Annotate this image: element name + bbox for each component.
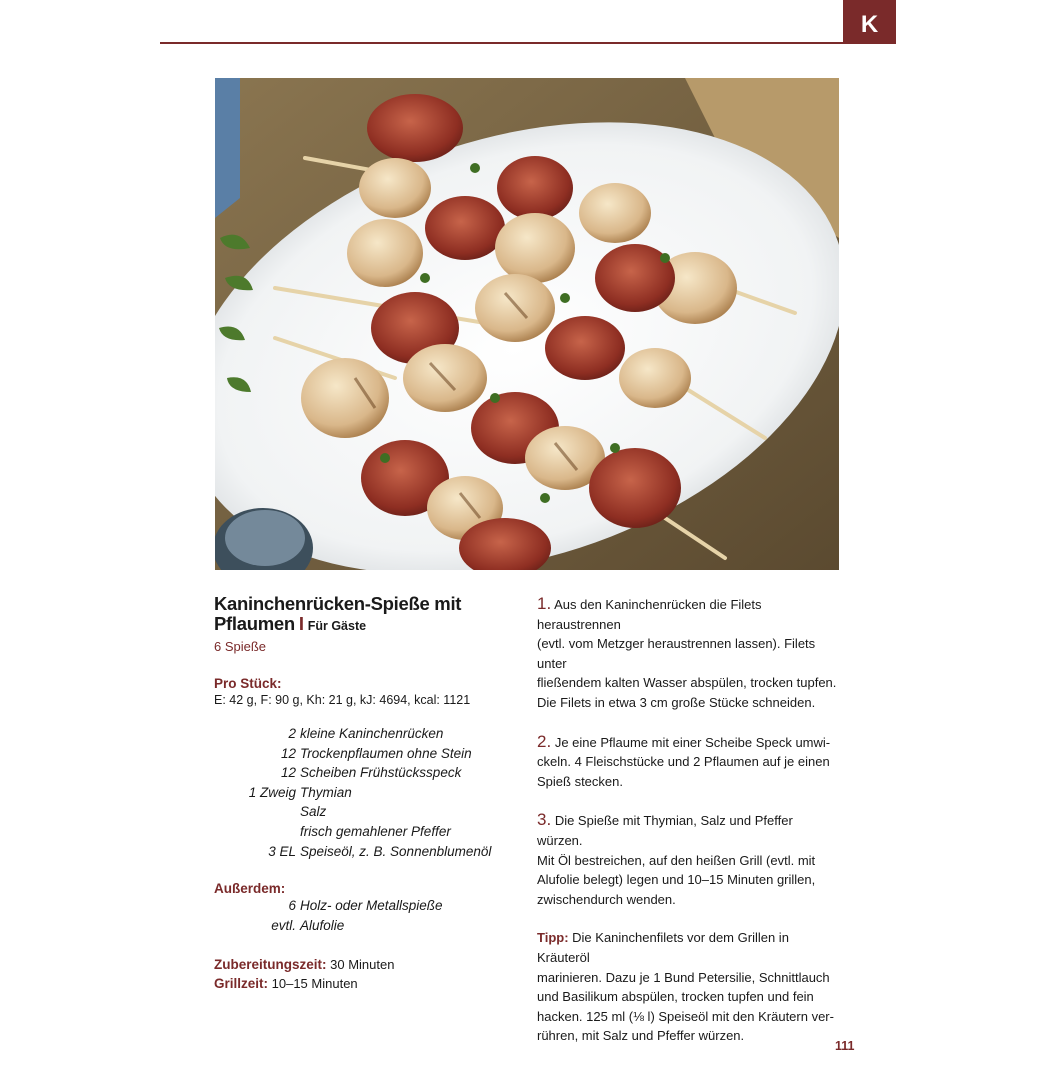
step-number: 2.	[537, 731, 552, 751]
ingredient-row: frisch gemahlener Pfeffer	[300, 823, 451, 839]
recipe-title	[214, 594, 524, 636]
section-tab: K	[843, 0, 896, 44]
step-number: 1.	[537, 594, 552, 613]
ingredient-row: 2 kleine Kaninchenrücken	[288, 726, 444, 741]
grill-label: Grillzeit:	[214, 976, 269, 992]
recipe-photo	[215, 78, 839, 570]
title-line1: Kaninchenrücken-Spieße mit	[214, 593, 462, 614]
ingredient-row: 12 Trockenpflaumen ohne Stein	[280, 745, 472, 761]
step-number: 3.	[537, 810, 552, 830]
extra-label: Außerdem:	[214, 881, 286, 897]
ingredient-list	[214, 724, 524, 861]
ingredient-row: 12 Scheiben Frühstücksspeck	[280, 765, 462, 781]
instructions	[537, 594, 837, 1065]
recipe-info	[214, 594, 524, 993]
extra-row: evtl. Alufolie	[271, 917, 345, 933]
nutrition-label: Pro Stück:	[214, 676, 282, 691]
extra-list	[214, 896, 524, 935]
prep-value: 30 Minuten	[330, 957, 395, 973]
header-rule	[160, 42, 896, 44]
page-number: 111	[835, 1039, 855, 1053]
prep-label: Zubereitungszeit:	[214, 957, 327, 973]
title-line2: Pflaumen	[214, 613, 295, 634]
recipe-yield: 6 Spieße	[214, 639, 267, 654]
grill-value: 10–15 Minuten	[271, 976, 358, 992]
nutrition-values: E: 42 g, F: 90 g, Kh: 21 g, kJ: 4694, kcal: 1121	[214, 693, 471, 707]
recipe-times	[214, 955, 524, 993]
tip-label: Tipp:	[537, 930, 569, 946]
step-2: 2. Je eine Pflaume mit einer Scheibe Speck umwi- ckeln. 4 Fleischstücke und 2 Pflaumen auf je einen Spieß stecken.	[537, 731, 831, 789]
recipe-subtitle: Für Gäste	[307, 619, 367, 633]
extra-row: 6 Holz- oder Metallspieße	[288, 898, 443, 914]
tip-box: Tipp: Die Kaninchenfilets vor dem Grillen in Kräuteröl marinieren. Dazu je 1 Bund Petersilie, Schnittlauch und Basilikum abspülen, trocken tupfen und fein hacken. 125 ml (⅛ l) Speiseöl mit den Kräutern ver- rühren, mit Salz und Pfeffer würzen.	[537, 930, 834, 1044]
step-3: 3. Die Spieße mit Thymian, Salz und Pfeffer würzen. Mit Öl bestreichen, auf den heißen Grill (evtl. mit Alufolie belegt) legen und 10–15 Minuten grillen, zwischendurch wenden.	[537, 810, 816, 907]
ingredient-row: 3 EL Speiseöl, z. B. Sonnenblumenöl	[268, 843, 492, 859]
ingredient-row: 1 Zweig Thymian	[248, 784, 352, 800]
ingredient-row: Salz	[300, 804, 327, 820]
title-separator: I	[298, 613, 304, 634]
step-1: 1. Aus den Kaninchenrücken die Filets heraustrennen (evtl. vom Metzger heraustrennen lassen). Filets unter fließendem kalten Wasser abspülen, trocken tupfen. Die Filets in etwa 3 cm große Stücke schneiden.	[537, 594, 837, 710]
